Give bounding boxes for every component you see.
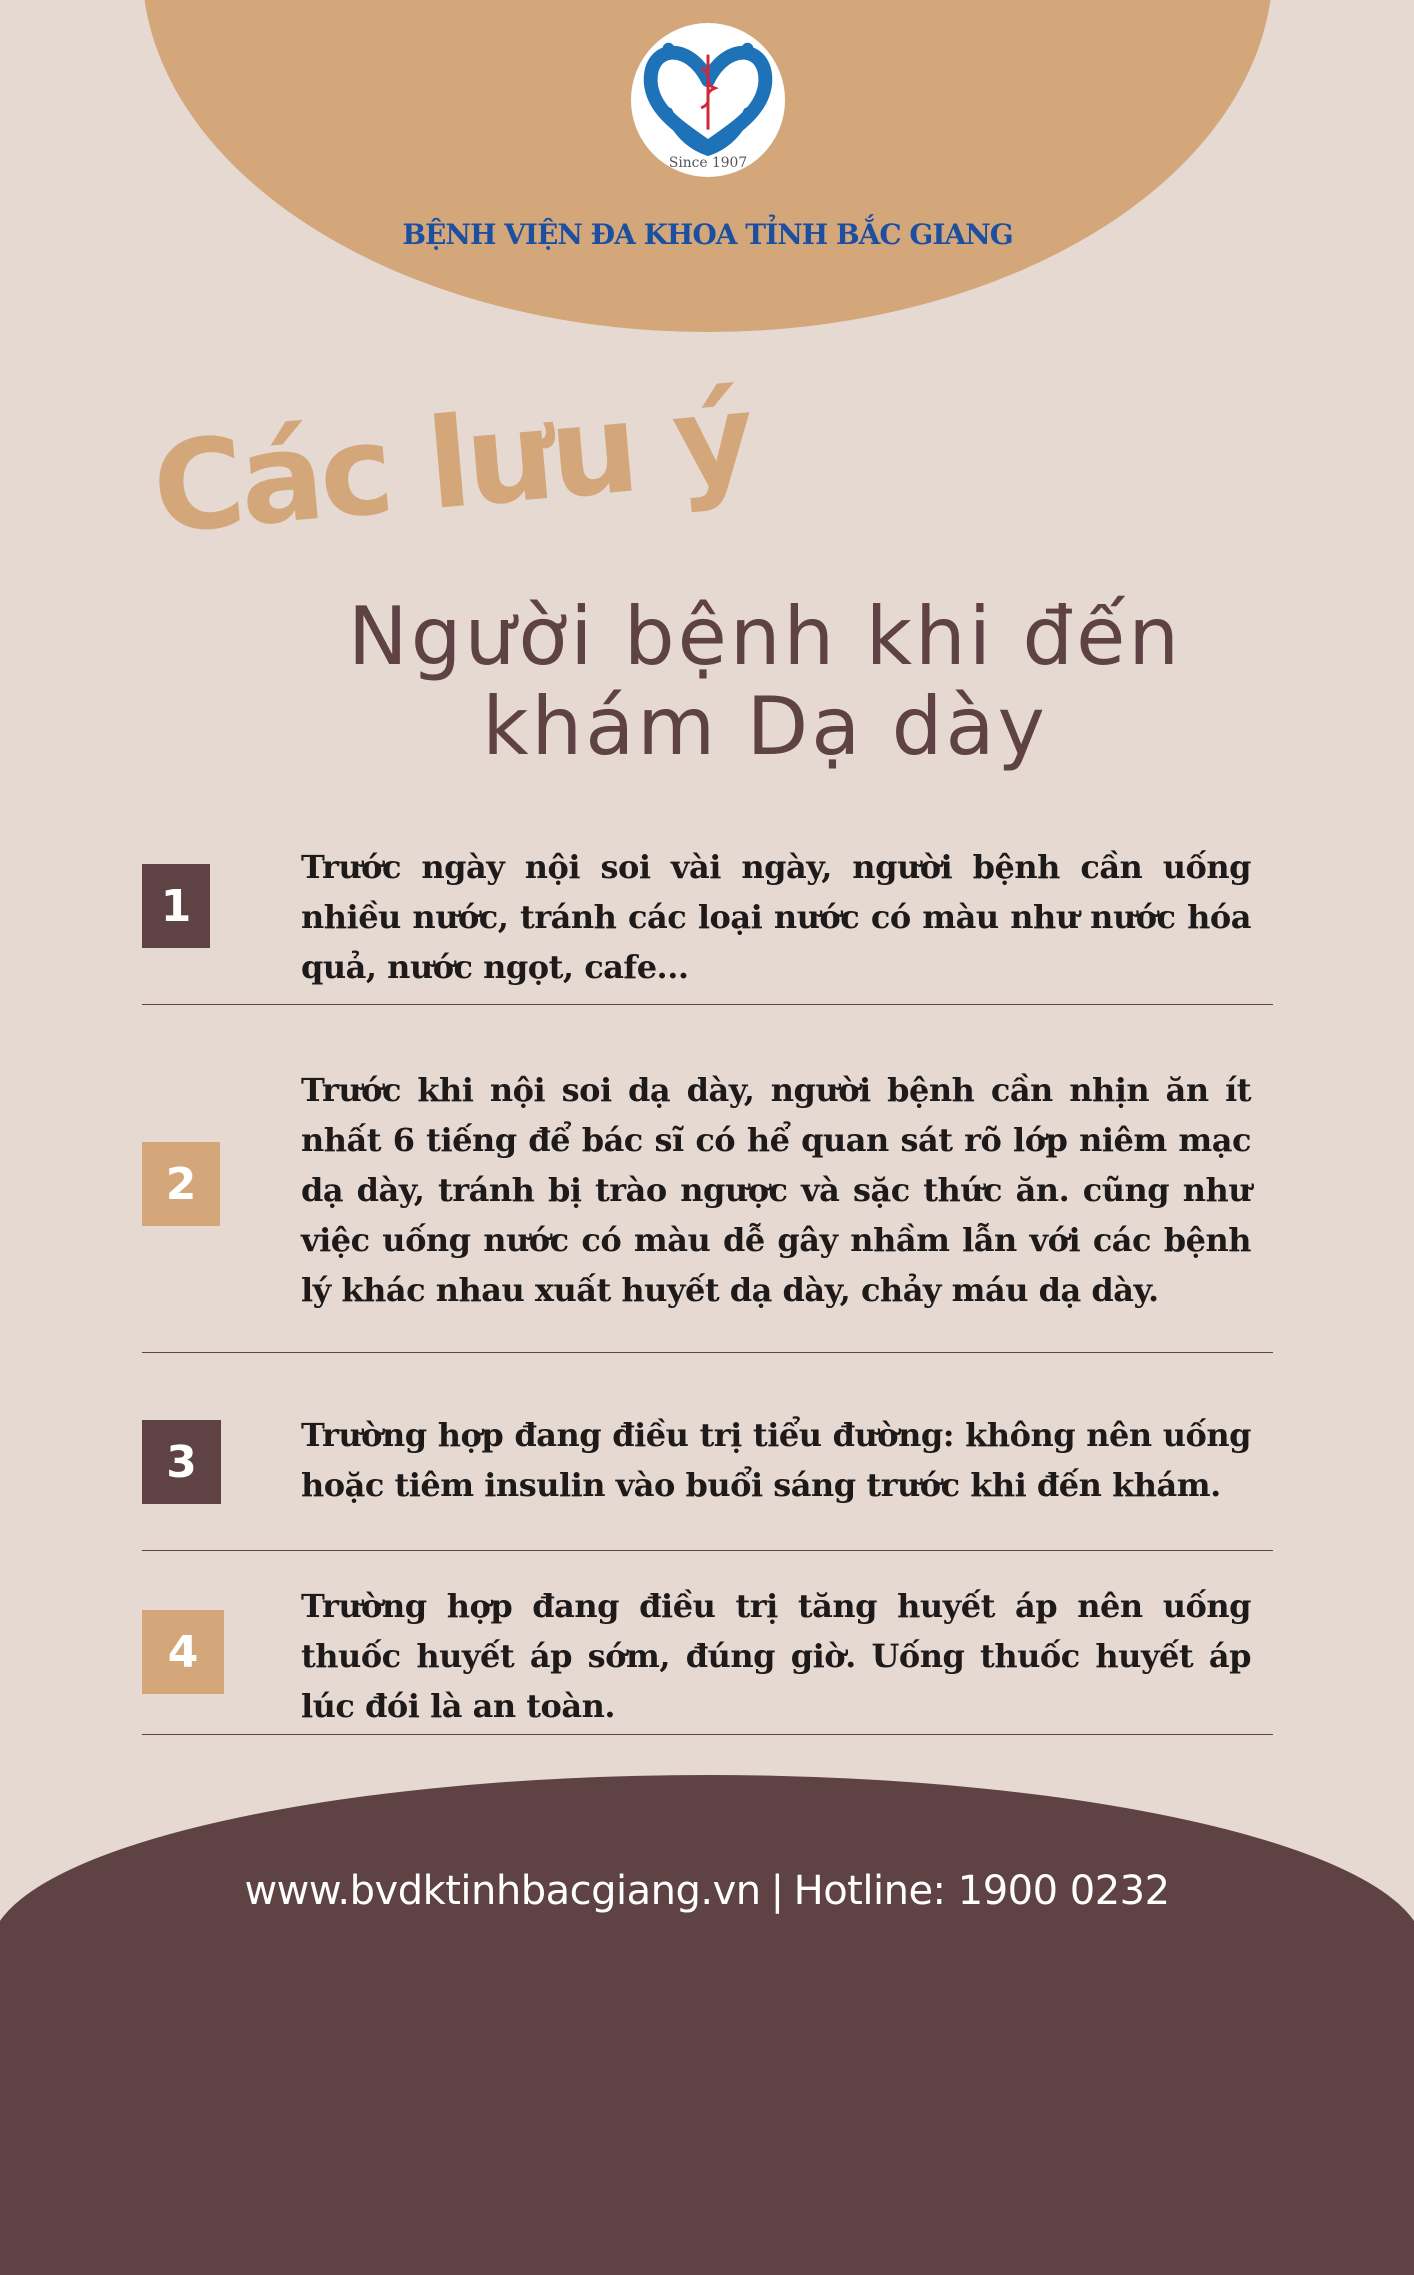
divider: [142, 1550, 1273, 1551]
item-number-badge: 4: [142, 1610, 224, 1694]
footer-arc: [0, 1775, 1414, 2275]
item-text: Trước khi nội soi dạ dày, người bệnh cần nhịn ăn ít nhất 6 tiếng để bác sĩ có hể quan sát rõ lớp niêm mạc dạ dày, tránh bị trào ngược và sặc thức ăn. cũng như việc uống nước có màu dễ gây nhầm lẫn với các bệnh lý khác nhau xuất huyết dạ dày, chảy máu dạ dày.: [301, 1071, 1251, 1309]
hospital-logo: [629, 20, 787, 180]
item-number-badge: 1: [142, 864, 210, 948]
page-subtitle: [330, 592, 1200, 772]
hotline: Hotline: 1900 0232: [793, 1868, 1170, 1914]
item-number-badge: 2: [142, 1142, 220, 1226]
subtitle-line-2: khám Dạ dày: [482, 680, 1048, 773]
item-text: Trường hợp đang điều trị tiểu đường: không nên uống hoặc tiêm insulin vào buổi sáng trước khi đến khám.: [301, 1416, 1251, 1504]
footer-contact: [0, 1868, 1414, 1914]
item-text: Trước ngày nội soi vài ngày, người bệnh cần uống nhiều nước, tránh các loại nước có màu như nước hóa quả, nước ngọt, cafe...: [301, 848, 1251, 986]
footer-separator: |: [770, 1868, 784, 1914]
hospital-name: BỆNH VIỆN ĐA KHOA TỈNH BẮC GIANG: [402, 218, 1013, 251]
title-script: Các lưu ý: [147, 366, 757, 562]
logo-caption: Since 1907: [668, 155, 748, 172]
divider: [142, 1352, 1273, 1353]
divider: [142, 1734, 1273, 1735]
subtitle-line-1: Người bệnh khi đến: [347, 590, 1183, 683]
divider: [142, 1004, 1273, 1005]
item-text: Trường hợp đang điều trị tăng huyết áp nên uống thuốc huyết áp sớm, đúng giờ. Uống thuốc huyết áp lúc đói là an toàn.: [301, 1587, 1251, 1725]
website-link[interactable]: www.bvdktinhbacgiang.vn: [244, 1868, 761, 1914]
item-number-badge: 3: [142, 1420, 221, 1504]
